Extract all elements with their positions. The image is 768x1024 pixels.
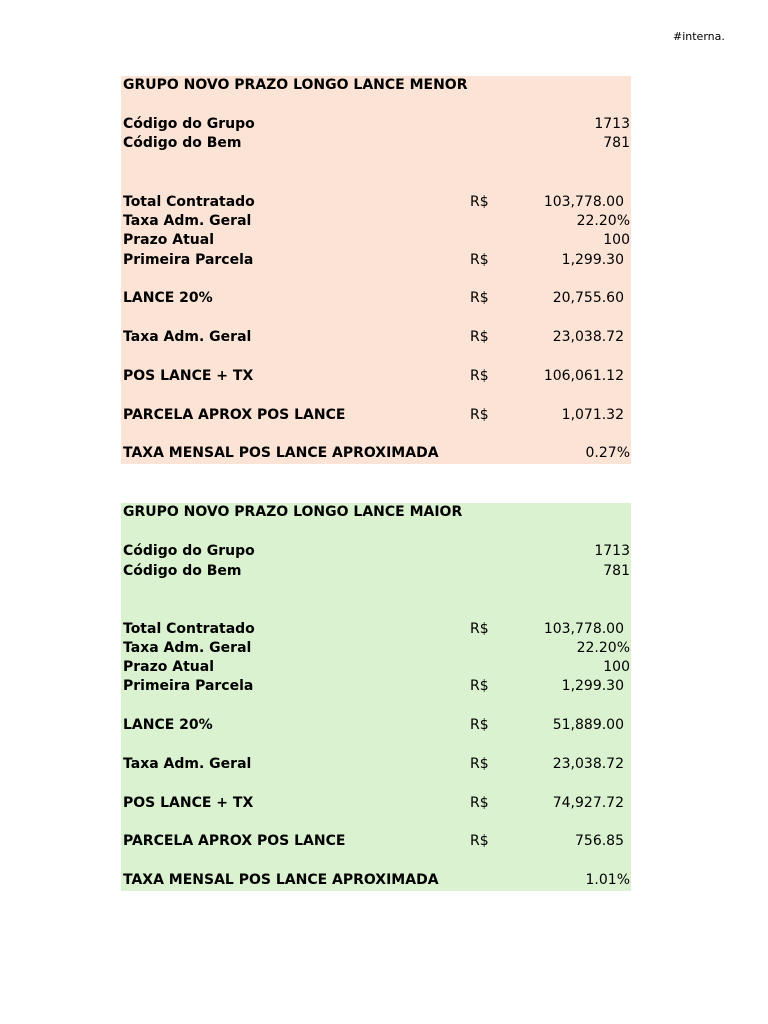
primeira-parcela-value: 1,299.30 bbox=[561, 252, 624, 268]
parcela-aprox-row bbox=[121, 832, 631, 851]
codigo-bem-row bbox=[121, 562, 631, 581]
codigo-bem-row bbox=[121, 134, 631, 153]
currency-symbol: R$ bbox=[470, 407, 489, 423]
currency-symbol: R$ bbox=[470, 621, 489, 637]
taxa-adm-valor-value: 23,038.72 bbox=[552, 329, 624, 345]
codigo-bem-label: Código do Bem bbox=[123, 135, 242, 151]
lance-menor-section bbox=[121, 76, 631, 464]
pos-lance-tx-label: POS LANCE + TX bbox=[123, 368, 254, 384]
section-title-row bbox=[121, 76, 631, 95]
primeira-parcela-label: Primeira Parcela bbox=[123, 678, 254, 694]
currency-symbol: R$ bbox=[470, 756, 489, 772]
taxa-adm-row bbox=[121, 212, 631, 231]
currency-symbol: R$ bbox=[470, 290, 489, 306]
lance-row bbox=[121, 716, 631, 735]
primeira-parcela-row bbox=[121, 251, 631, 270]
currency-symbol: R$ bbox=[470, 678, 489, 694]
section-title: GRUPO NOVO PRAZO LONGO LANCE MENOR bbox=[123, 77, 468, 93]
pos-lance-tx-row bbox=[121, 794, 631, 813]
pos-lance-tx-label: POS LANCE + TX bbox=[123, 795, 254, 811]
taxa-adm-label: Taxa Adm. Geral bbox=[123, 213, 252, 229]
total-contratado-row bbox=[121, 620, 631, 639]
codigo-grupo-value: 1713 bbox=[594, 116, 630, 132]
taxa-mensal-label: TAXA MENSAL POS LANCE APROXIMADA bbox=[123, 445, 439, 461]
currency-symbol: R$ bbox=[470, 194, 489, 210]
parcela-aprox-value: 1,071.32 bbox=[561, 407, 624, 423]
taxa-adm-label: Taxa Adm. Geral bbox=[123, 640, 252, 656]
parcela-aprox-label: PARCELA APROX POS LANCE bbox=[123, 407, 346, 423]
classification-tag: #interna. bbox=[673, 30, 725, 43]
taxa-adm-valor-row bbox=[121, 755, 631, 774]
currency-symbol: R$ bbox=[470, 833, 489, 849]
lance-label: LANCE 20% bbox=[123, 717, 213, 733]
taxa-mensal-row bbox=[121, 871, 631, 890]
currency-symbol: R$ bbox=[470, 329, 489, 345]
total-contratado-label: Total Contratado bbox=[123, 621, 255, 637]
lance-value: 20,755.60 bbox=[552, 290, 624, 306]
total-contratado-value: 103,778.00 bbox=[543, 621, 624, 637]
section-title: GRUPO NOVO PRAZO LONGO LANCE MAIOR bbox=[123, 504, 463, 520]
codigo-grupo-label: Código do Grupo bbox=[123, 543, 255, 559]
primeira-parcela-label: Primeira Parcela bbox=[123, 252, 254, 268]
lance-maior-section bbox=[121, 503, 631, 891]
taxa-mensal-row bbox=[121, 444, 631, 463]
taxa-adm-valor-label: Taxa Adm. Geral bbox=[123, 329, 252, 345]
lance-label: LANCE 20% bbox=[123, 290, 213, 306]
codigo-bem-value: 781 bbox=[603, 563, 630, 579]
codigo-grupo-value: 1713 bbox=[594, 543, 630, 559]
codigo-grupo-label: Código do Grupo bbox=[123, 116, 255, 132]
codigo-grupo-row bbox=[121, 115, 631, 134]
taxa-adm-valor-value: 23,038.72 bbox=[552, 756, 624, 772]
total-contratado-label: Total Contratado bbox=[123, 194, 255, 210]
prazo-atual-value: 100 bbox=[603, 232, 630, 248]
parcela-aprox-row bbox=[121, 406, 631, 425]
prazo-atual-row bbox=[121, 658, 631, 677]
currency-symbol: R$ bbox=[470, 252, 489, 268]
total-contratado-row bbox=[121, 193, 631, 212]
total-contratado-value: 103,778.00 bbox=[543, 194, 624, 210]
taxa-adm-valor-row bbox=[121, 328, 631, 347]
parcela-aprox-label: PARCELA APROX POS LANCE bbox=[123, 833, 346, 849]
prazo-atual-label: Prazo Atual bbox=[123, 232, 214, 248]
taxa-mensal-value: 1.01% bbox=[585, 872, 630, 888]
currency-symbol: R$ bbox=[470, 717, 489, 733]
pos-lance-tx-value: 74,927.72 bbox=[552, 795, 624, 811]
pos-lance-tx-row bbox=[121, 367, 631, 386]
taxa-adm-row bbox=[121, 639, 631, 658]
pos-lance-tx-value: 106,061.12 bbox=[543, 368, 624, 384]
currency-symbol: R$ bbox=[470, 368, 489, 384]
taxa-mensal-value: 0.27% bbox=[585, 445, 630, 461]
codigo-bem-label: Código do Bem bbox=[123, 563, 242, 579]
codigo-bem-value: 781 bbox=[603, 135, 630, 151]
lance-value: 51,889.00 bbox=[552, 717, 624, 733]
lance-row bbox=[121, 289, 631, 308]
prazo-atual-row bbox=[121, 231, 631, 250]
taxa-mensal-label: TAXA MENSAL POS LANCE APROXIMADA bbox=[123, 872, 439, 888]
codigo-grupo-row bbox=[121, 542, 631, 561]
taxa-adm-valor-label: Taxa Adm. Geral bbox=[123, 756, 252, 772]
primeira-parcela-row bbox=[121, 677, 631, 696]
currency-symbol: R$ bbox=[470, 795, 489, 811]
parcela-aprox-value: 756.85 bbox=[575, 833, 624, 849]
primeira-parcela-value: 1,299.30 bbox=[561, 678, 624, 694]
section-title-row bbox=[121, 503, 631, 522]
taxa-adm-value: 22.20% bbox=[576, 640, 630, 656]
taxa-adm-value: 22.20% bbox=[576, 213, 630, 229]
prazo-atual-label: Prazo Atual bbox=[123, 659, 214, 675]
prazo-atual-value: 100 bbox=[603, 659, 630, 675]
